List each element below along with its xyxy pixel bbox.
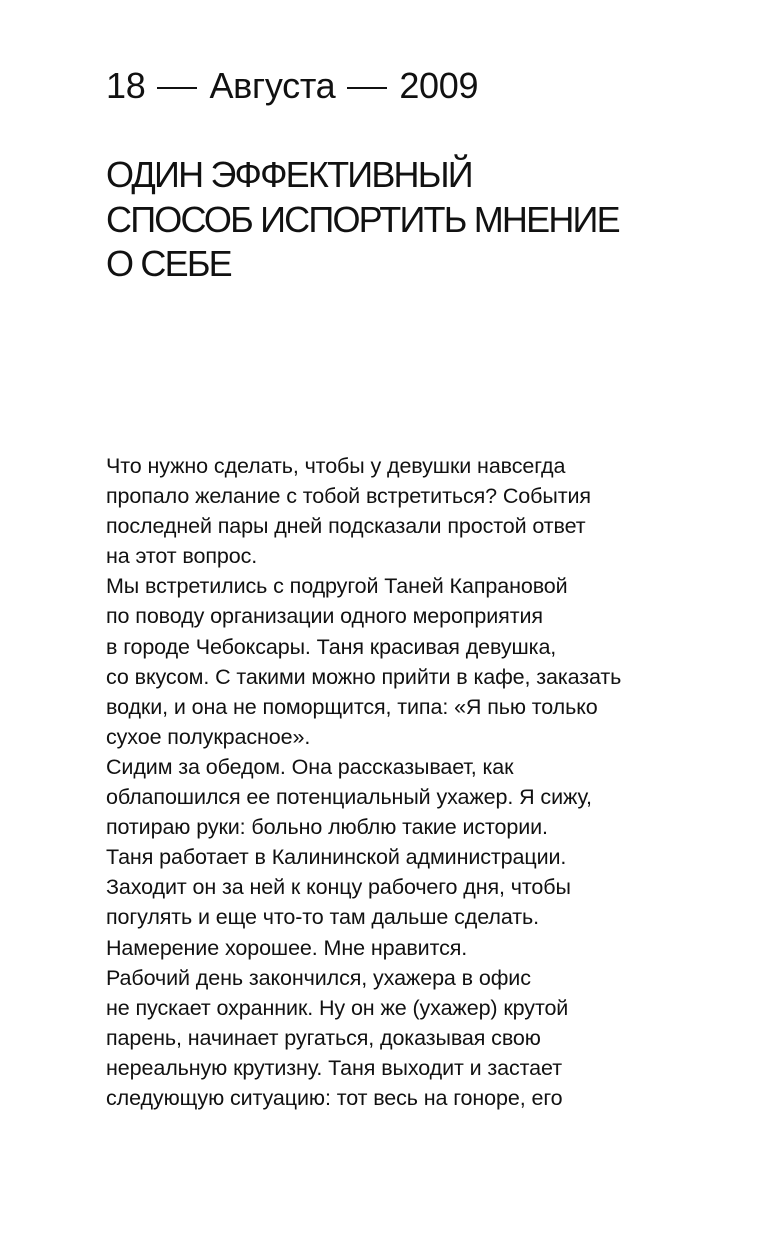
- body-line: парень, начинает ругаться, доказывая свою: [106, 1025, 541, 1050]
- body-line: следующую ситуацию: тот весь на гоноре, его: [106, 1085, 563, 1110]
- title-line: СПОСОБ ИСПОРТИТЬ МНЕНИЕ: [106, 198, 619, 240]
- body-line: потираю руки: больно люблю такие истории.: [106, 815, 548, 840]
- body-line: Намерение хорошее. Мне нравится.: [106, 935, 468, 960]
- body-line: Что нужно сделать, чтобы у девушки навсегда: [106, 454, 566, 478]
- body-line: сухое полукрасное».: [106, 724, 311, 749]
- body-line: Сидим за обедом. Она рассказывает, как: [106, 754, 514, 779]
- body-line: по поводу организации одного мероприятия: [106, 604, 543, 629]
- body-line: в городе Чебоксары. Таня красивая девушка,: [106, 634, 557, 659]
- date-month: Августа: [209, 65, 336, 106]
- body-line: на этот вопрос.: [106, 544, 258, 569]
- body-line: Таня работает в Калининской администрации.: [106, 845, 567, 870]
- body-line: пропало желание с тобой встретиться? События: [106, 484, 591, 509]
- date-day: 18: [106, 65, 146, 106]
- body-line: Рабочий день закончился, ухажера в офис: [106, 965, 531, 990]
- body-line: облапошился ее потенциальный ухажер. Я сижу,: [106, 785, 592, 810]
- article-title: [106, 153, 716, 287]
- body-line: Мы встретились с подругой Таней Капрановой: [106, 574, 568, 599]
- title-line: ОДИН ЭФФЕКТИВНЫЙ: [106, 154, 472, 195]
- body-line: водки, и она не поморщится, типа: «Я пью только: [106, 694, 598, 719]
- body-line: нереальную крутизну. Таня выходит и застает: [106, 1055, 562, 1080]
- dash-separator: [157, 87, 197, 89]
- body-line: Заходит он за ней к концу рабочего дня, чтобы: [106, 875, 571, 900]
- date-year: 2009: [399, 65, 479, 106]
- title-line: О СЕБЕ: [106, 243, 231, 284]
- date-heading: [106, 64, 478, 108]
- body-line: погулять и еще что-то там дальше сделать.: [106, 905, 539, 930]
- body-line: со вкусом. С такими можно прийти в кафе, заказать: [106, 664, 622, 689]
- body-line: последней пары дней подсказали простой ответ: [106, 514, 586, 539]
- body-line: не пускает охранник. Ну он же (ухажер) крутой: [106, 995, 569, 1020]
- article-body: [106, 451, 726, 1113]
- dash-separator: [347, 87, 387, 89]
